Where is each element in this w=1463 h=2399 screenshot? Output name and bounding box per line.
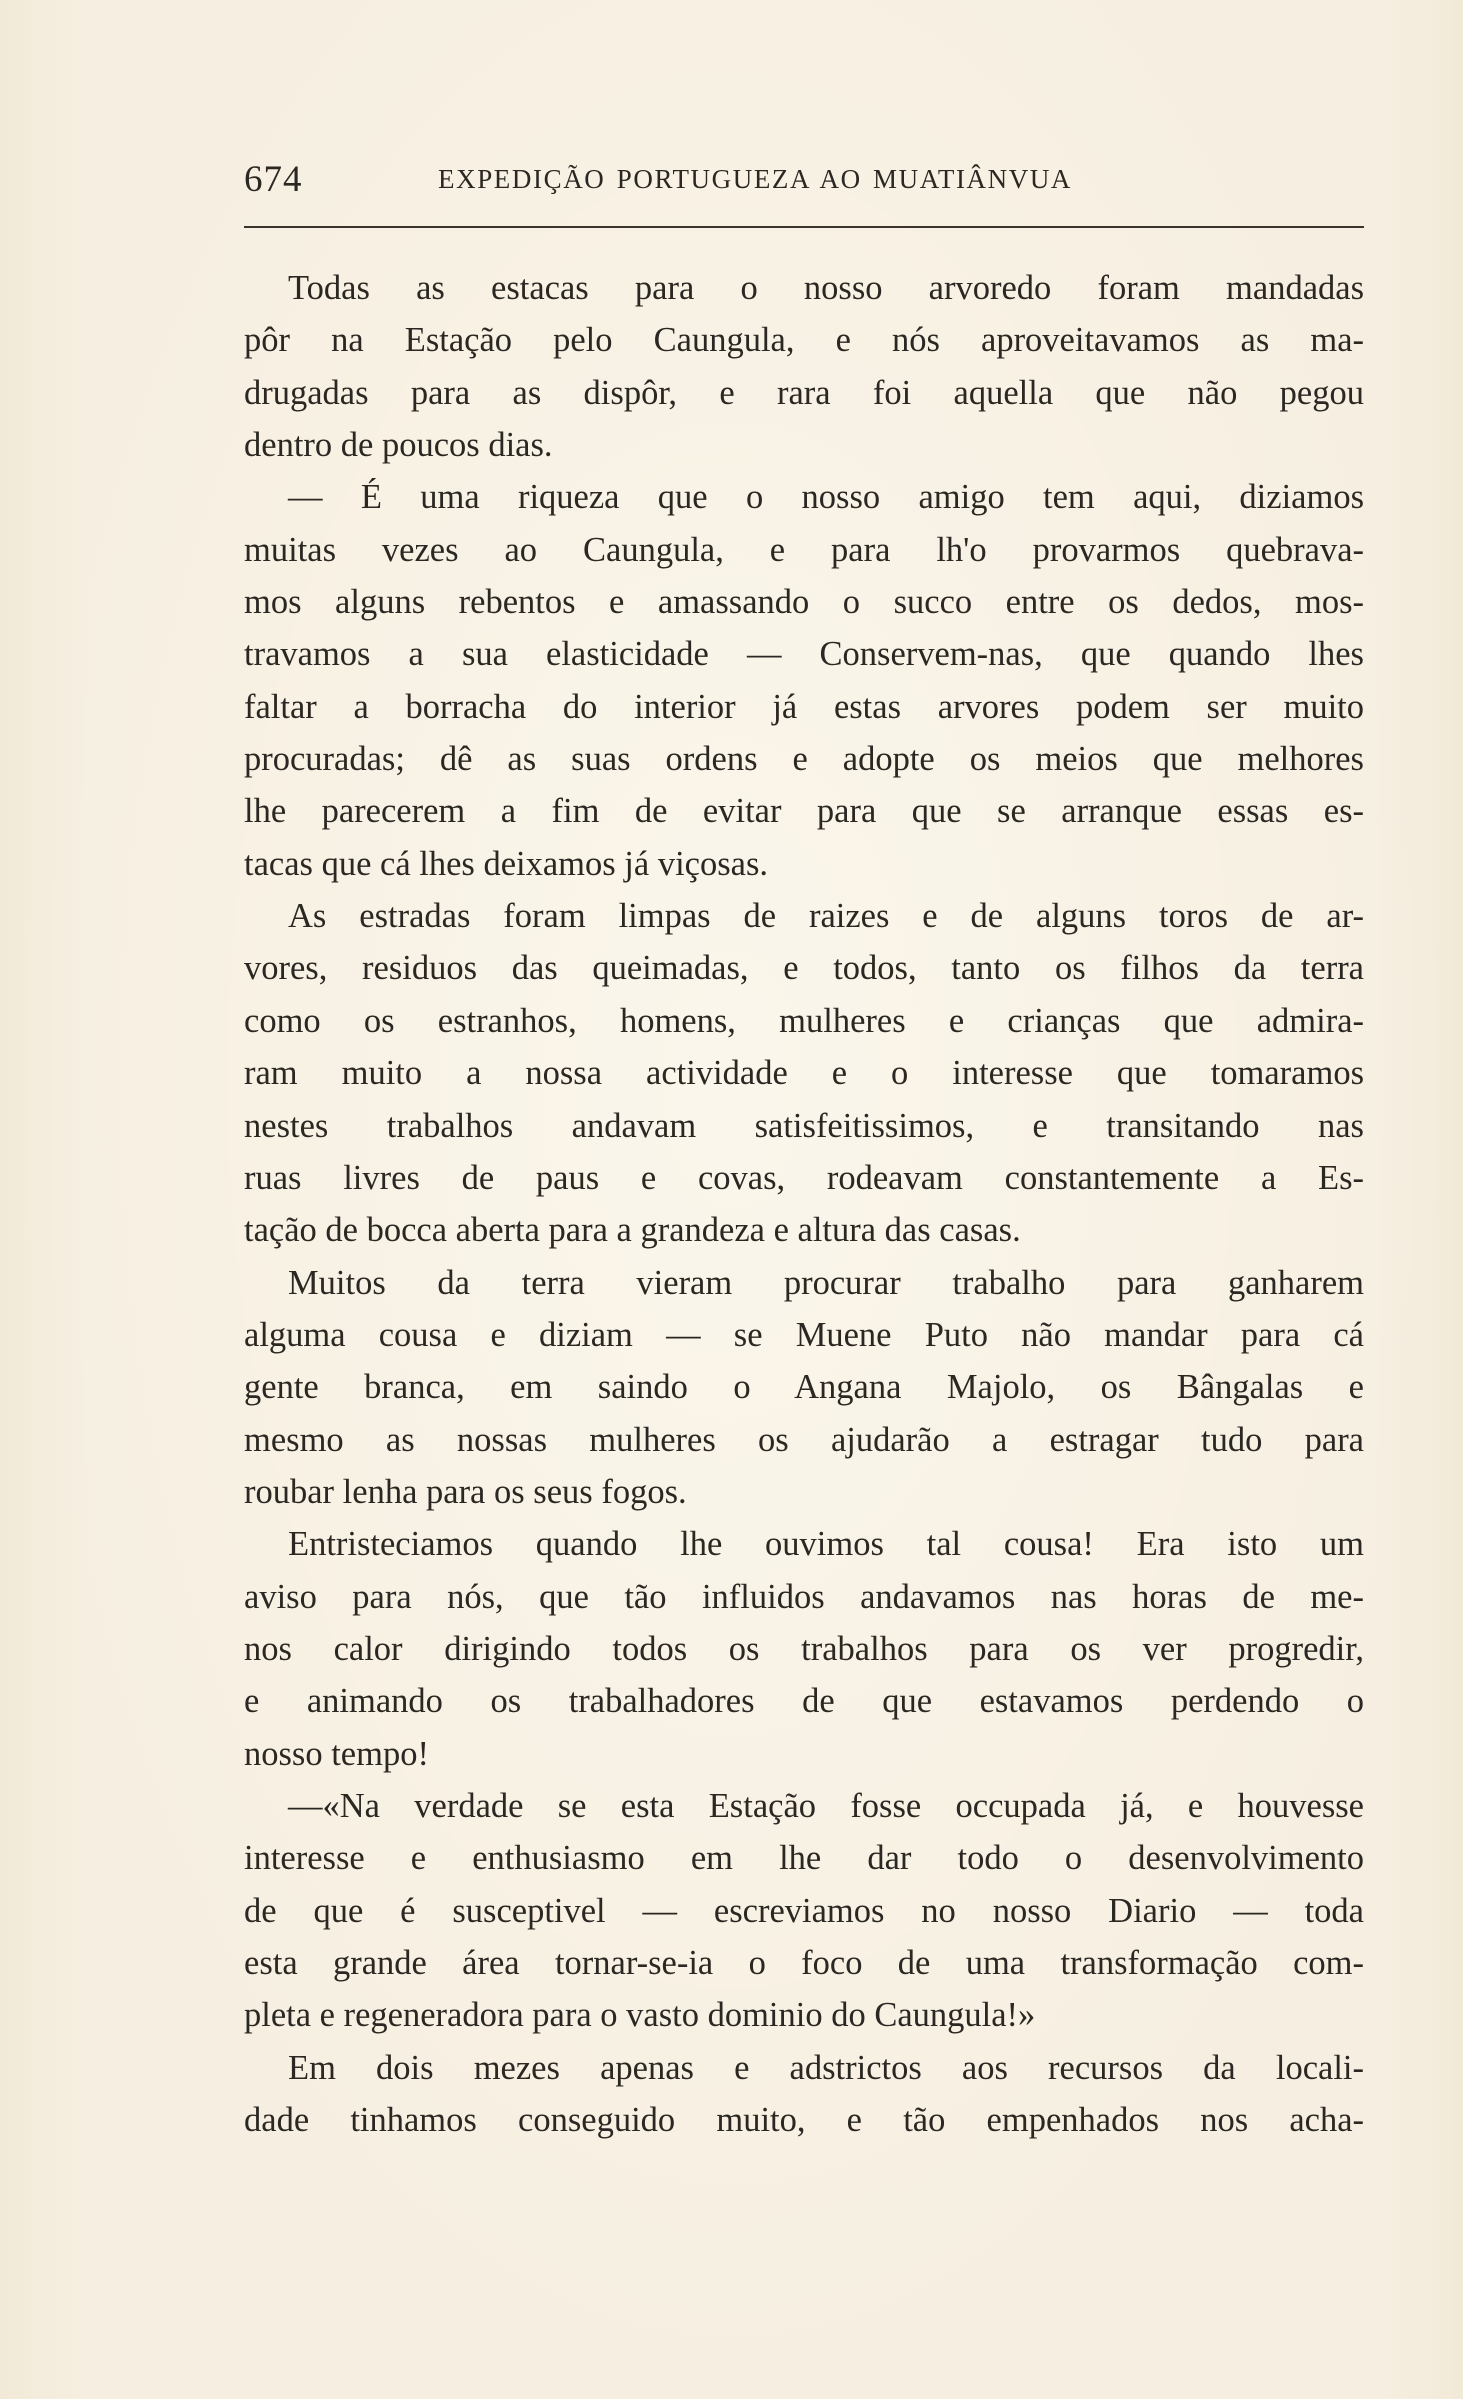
text-line: tação de bocca aberta para a grandeza e altura das casas. xyxy=(244,1211,1021,1250)
text-line: nestes trabalhos andavam satisfeitissimos, e transitando nas xyxy=(244,1106,1364,1145)
text-line: faltar a borracha do interior já estas arvores podem ser muito xyxy=(244,687,1364,726)
text-line: esta grande área tornar-se-ia o foco de uma transformação com- xyxy=(244,1944,1364,1982)
running-header xyxy=(244,158,1364,208)
text-line: como os estranhos, homens, mulheres e crianças que admira- xyxy=(244,1001,1364,1040)
text-line: gente branca, em saindo o Angana Majolo, os Bângalas e xyxy=(244,1368,1364,1407)
running-title: EXPEDIÇÃO PORTUGUEZA AO MUATIÂNVUA xyxy=(438,164,1073,194)
text-line: procuradas; dê as suas ordens e adopte os meios que melhores xyxy=(244,740,1364,779)
text-line: nosso tempo! xyxy=(244,1734,429,1773)
text-line: mos alguns rebentos e amassando o succo entre os dedos, mos- xyxy=(244,583,1364,622)
text-line: aviso para nós, que tão influidos andavamos nas horas de me- xyxy=(244,1577,1364,1616)
text-line: nos calor dirigindo todos os trabalhos para os ver progredir, xyxy=(244,1629,1364,1668)
text-line: drugadas para as dispôr, e rara foi aquella que não pegou xyxy=(244,373,1364,412)
text-line: Todas as estacas para o nosso arvoredo foram mandadas xyxy=(288,269,1364,307)
text-line: alguma cousa e diziam — se Muene Puto não mandar para cá xyxy=(244,1315,1364,1354)
text-line: Entristeciamos quando lhe ouvimos tal cousa! Era isto um xyxy=(288,1525,1364,1564)
text-line: —«Na verdade se esta Estação fosse occupada já, e houvesse xyxy=(288,1786,1364,1825)
text-line: Em dois mezes apenas e adstrictos aos recursos da locali- xyxy=(288,2048,1364,2087)
text-line: roubar lenha para os seus fogos. xyxy=(244,1472,687,1511)
text-line: travamos a sua elasticidade — Conservem-nas, que quando lhes xyxy=(244,635,1364,674)
text-line: dade tinhamos conseguido muito, e tão empenhados nos acha- xyxy=(244,2101,1364,2140)
text-line: As estradas foram limpas de raizes e de alguns toros de ar- xyxy=(288,897,1364,936)
text-line: ram muito a nossa actividade e o interesse que tomaramos xyxy=(244,1054,1364,1093)
text-line: pleta e regeneradora para o vasto dominio do Caungula!» xyxy=(244,1996,1036,2035)
text-line: lhe parecerem a fim de evitar para que se arranque essas es- xyxy=(244,792,1364,831)
header-rule xyxy=(244,226,1364,228)
page-number: 674 xyxy=(244,159,303,200)
text-line: tacas que cá lhes deixamos já viçosas. xyxy=(244,844,769,883)
text-line: ruas livres de paus e covas, rodeavam constantemente a Es- xyxy=(244,1158,1364,1197)
text-line: Muitos da terra vieram procurar trabalho para ganharem xyxy=(288,1263,1364,1302)
body-text xyxy=(244,262,1364,2146)
text-line: mesmo as nossas mulheres os ajudarão a estragar tudo para xyxy=(244,1420,1364,1459)
text-line: pôr na Estação pelo Caungula, e nós aproveitavamos as ma- xyxy=(244,321,1364,360)
text-line: interesse e enthusiasmo em lhe dar todo o desenvolvimento xyxy=(244,1839,1364,1878)
text-line: vores, residuos das queimadas, e todos, tanto os filhos da terra xyxy=(244,949,1364,988)
text-line: — É uma riqueza que o nosso amigo tem aqui, diziamos xyxy=(288,478,1364,517)
text-line: muitas vezes ao Caungula, e para lh'o provarmos quebrava- xyxy=(244,530,1364,569)
text-line: e animando os trabalhadores de que estavamos perdendo o xyxy=(244,1682,1364,1721)
text-line: dentro de poucos dias. xyxy=(244,426,553,465)
text-line: de que é susceptivel — escreviamos no nosso Diario — toda xyxy=(244,1891,1364,1930)
